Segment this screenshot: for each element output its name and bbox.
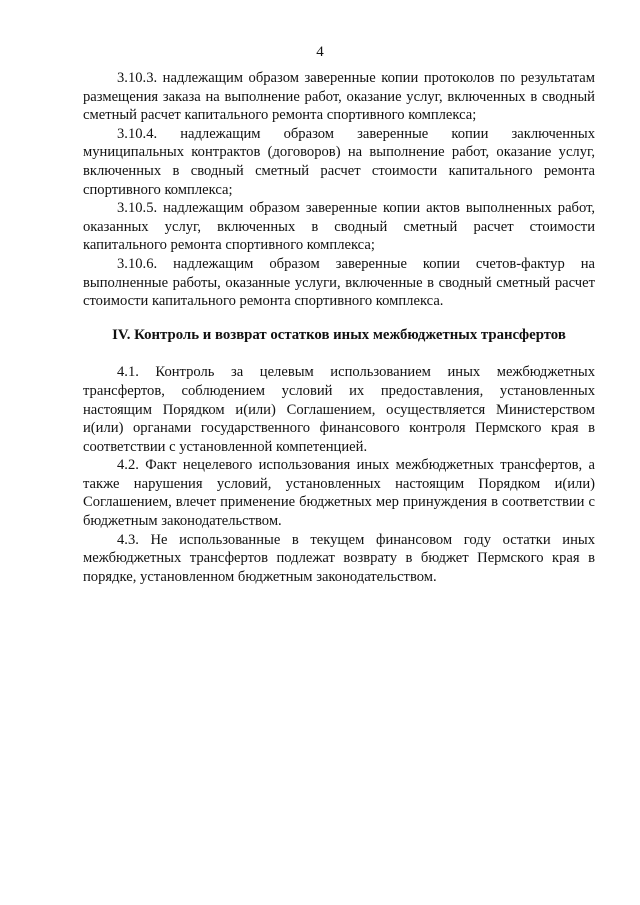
paragraph-3-10-4: 3.10.4. надлежащим образом заверенные копии заключенных муниципальных контрактов (договоров) на выполнение работ, оказание услуг, включенных в сводный сметный расчет стоимости капитального ремонта спортивного комплекса; [83, 125, 595, 198]
paragraph-3-10-3: 3.10.3. надлежащим образом заверенные копии протоколов по результатам размещения заказа на выполнение работ, оказание услуг, включенных в сводный сметный расчет капитального ремонта спортивного комплекса; [83, 70, 595, 124]
document-body [83, 69, 595, 586]
page-number: 4 [316, 44, 324, 60]
paragraph-4-1: 4.1. Контроль за целевым использованием иных межбюджетных трансфертов, соблюдением условий их предоставления, установленных настоящим Порядком и(или) Соглашением, осуществляется Министерством и(или) органами государственного финансового контроля Пермского края в соответствии с установленной компетенцией. [83, 364, 595, 455]
paragraph-4-2: 4.2. Факт нецелевого использования иных межбюджетных трансфертов, а также нарушения условий, установленных настоящим Порядком и(или) Соглашением, влечет применение бюджетных мер принуждения в соответствии с бюджетным законодательством. [83, 457, 595, 530]
section-title: IV. Контроль и возврат остатков иных межбюджетных трансфертов [112, 326, 566, 343]
paragraph-3-10-5: 3.10.5. надлежащим образом заверенные копии актов выполненных работ, оказанных услуг, включенных в сводный сметный расчет стоимости капитального ремонта спортивного комплекса; [83, 200, 595, 254]
paragraph-3-10-6: 3.10.6. надлежащим образом заверенные копии счетов-фактур на выполненные работы, оказанные услуги, включенные в сводный сметный расчет стоимости капитального ремонта спортивного комплекса. [83, 255, 595, 310]
paragraph-4-3: 4.3. Не использованные в текущем финансовом году остатки иных межбюджетных трансфертов подлежат возврату в бюджет Пермского края в порядке, установленном бюджетным законодательством. [83, 531, 595, 585]
